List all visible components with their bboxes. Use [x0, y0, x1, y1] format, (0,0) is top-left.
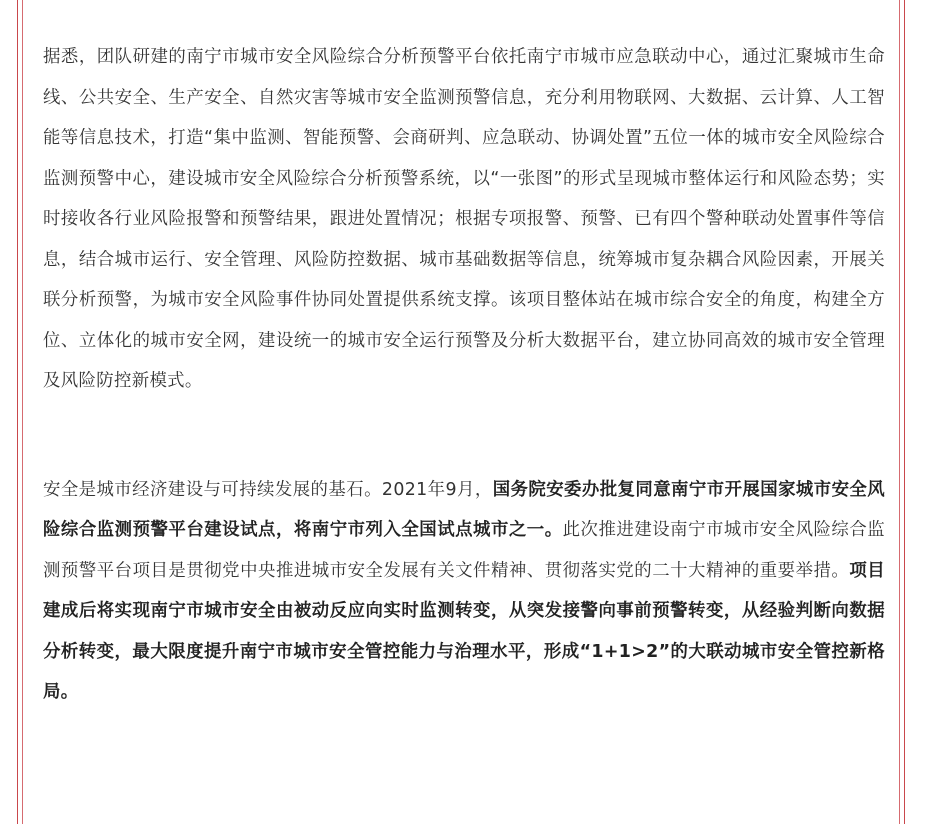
paragraph-platform-description: 据悉，团队研建的南宁市城市安全风险综合分析预警平台依托南宁市城市应急联动中心，通过汇聚城市生命线、公共安全、生产安全、自然灾害等城市安全监测预警信息，充分利用物联网、大数据、云计算、人工智能等信息技术，打造“集中监测、智能预警、会商研判、应急联动、协调处置”五位一体的城市安全风险综合监测预警中心，建设城市安全风险综合分析预警系统，以“一张图”的形式呈现城市整体运行和风险态势；实时接收各行业风险报警和预警结果，跟进处置情况；根据专项报警、预警、已有四个警种联动处置事件等信息，结合城市运行、安全管理、风险防控数据、城市基础数据等信息，统筹城市复杂耦合风险因素，开展关联分析预警，为城市安全风险事件协同处置提供系统支撑。该项目整体站在城市综合安全的角度，构建全方位、立体化的城市安全网，建设统一的城市安全运行预警及分析大数据平台，建立协同高效的城市安全管理及风险防控新模式。	[43, 47, 885, 391]
paragraph-pilot-background	[43, 470, 885, 713]
pilot-outcome-text: 项目建成后将实现南宁市城市安全由被动反应向实时监测转变，从突发接警向事前预警转变，从经验判断向数据分析转变，最大限度提升南宁市城市安全管控能力与治理水平，形成“1+1>2”的大联动城市安全管控新格局。	[43, 560, 885, 702]
right-border-inner	[899, 0, 900, 824]
pilot-intro-text: 安全是城市经济建设与可持续发展的基石。2021年9月，	[43, 479, 493, 500]
left-border-inner	[22, 0, 23, 824]
article-body	[43, 37, 885, 713]
pilot-significance-text: 此次推进建设南宁市城市安全风险综合监测预警平台项目是贯彻党中央推进城市安全发展有关文件精神、贯彻落实党的二十大精神的重要举措。	[43, 520, 885, 581]
right-border-outer	[904, 0, 905, 824]
left-border-outer	[17, 0, 18, 824]
pilot-approval-text: 国务院安委办批复同意南宁市开展国家城市安全风险综合监测预警平台建设试点，将南宁市列入全国试点城市之一。	[43, 479, 886, 540]
